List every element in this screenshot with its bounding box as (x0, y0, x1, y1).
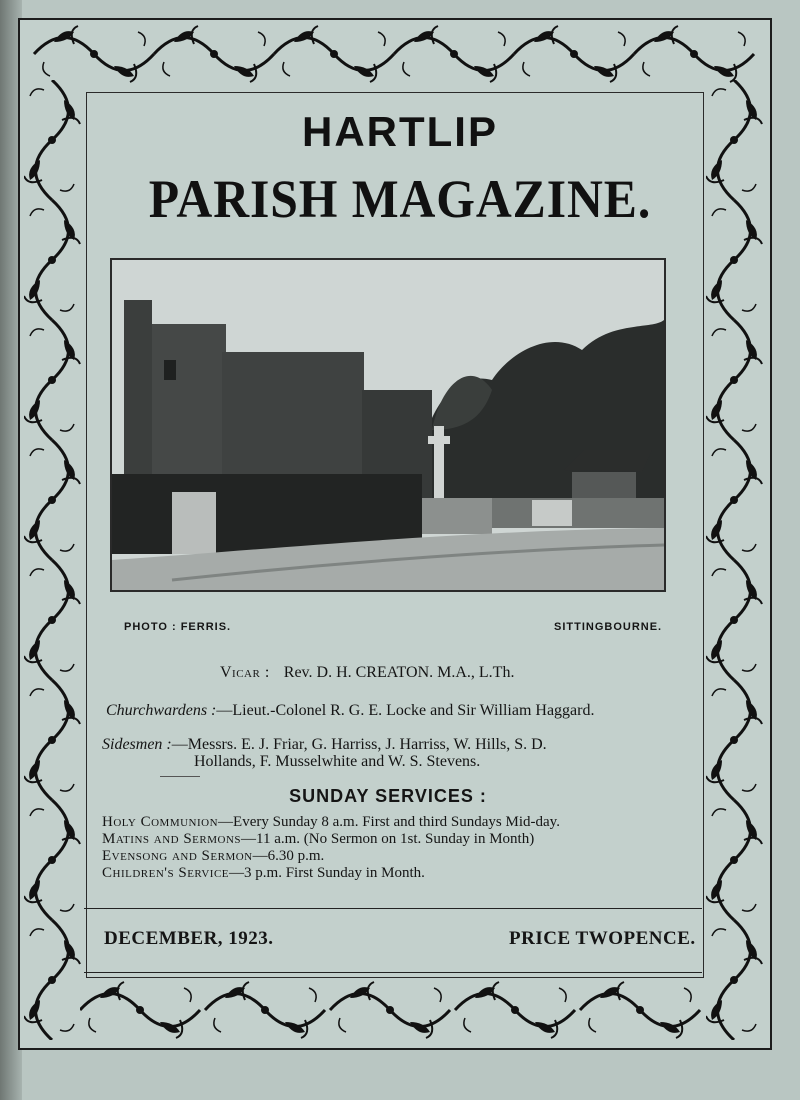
sidesmen-names-2: Hollands, F. Musselwhite and W. S. Stevens. (194, 753, 481, 770)
churchwardens-line (106, 702, 594, 720)
photo-location: SITTINGBOURNE. (554, 621, 663, 633)
floral-border-bottom (80, 978, 710, 1042)
masthead-title-parish-magazine: PARISH MAGAZINE. (148, 169, 652, 229)
service-matins (102, 831, 534, 848)
vicar-line (220, 664, 514, 682)
vicar-label: Vicar : (220, 664, 270, 681)
service-name: Evensong and Sermon (102, 848, 253, 864)
service-childrens (102, 865, 425, 882)
footer-rule-top (84, 908, 702, 909)
service-evensong (102, 848, 324, 865)
churchwardens-label: Churchwardens : (106, 702, 217, 719)
vicar-name: Rev. D. H. CREATON. M.A., L.Th. (283, 664, 515, 681)
service-detail: —11 a.m. (No Sermon on 1st. Sunday in Month) (241, 831, 535, 847)
sunday-services-heading: SUNDAY SERVICES : (289, 786, 487, 806)
sidesmen-names-1: —Messrs. E. J. Friar, G. Harriss, J. Harriss, W. Hills, S. D. (171, 736, 547, 753)
churchwardens-names: —Lieut.-Colonel R. G. E. Locke and Sir William Haggard. (216, 702, 595, 719)
service-holy-communion (102, 814, 560, 831)
church-photograph (110, 258, 666, 592)
service-detail: —3 p.m. First Sunday in Month. (229, 865, 425, 881)
masthead-title-hartlip: HARTLIP (302, 108, 498, 155)
issue-date: DECEMBER, 1923. (104, 928, 274, 949)
footer-rule-bottom (84, 972, 702, 973)
sidesmen-label: Sidesmen : (102, 736, 172, 753)
issue-price: PRICE TWOPENCE. (509, 928, 696, 949)
service-detail: —Every Sunday 8 a.m. First and third Sundays Mid-day. (218, 814, 560, 830)
divider-dash (160, 776, 200, 777)
sidesmen-line-1 (102, 736, 547, 754)
photo-credit: PHOTO : FERRIS. (124, 621, 232, 633)
floral-border-top (24, 22, 766, 86)
service-name: Matins and Sermons (102, 831, 242, 847)
service-name: Children's Service (102, 865, 230, 881)
service-name: Holy Communion (102, 814, 219, 830)
service-detail: —6.30 p.m. (252, 848, 325, 864)
